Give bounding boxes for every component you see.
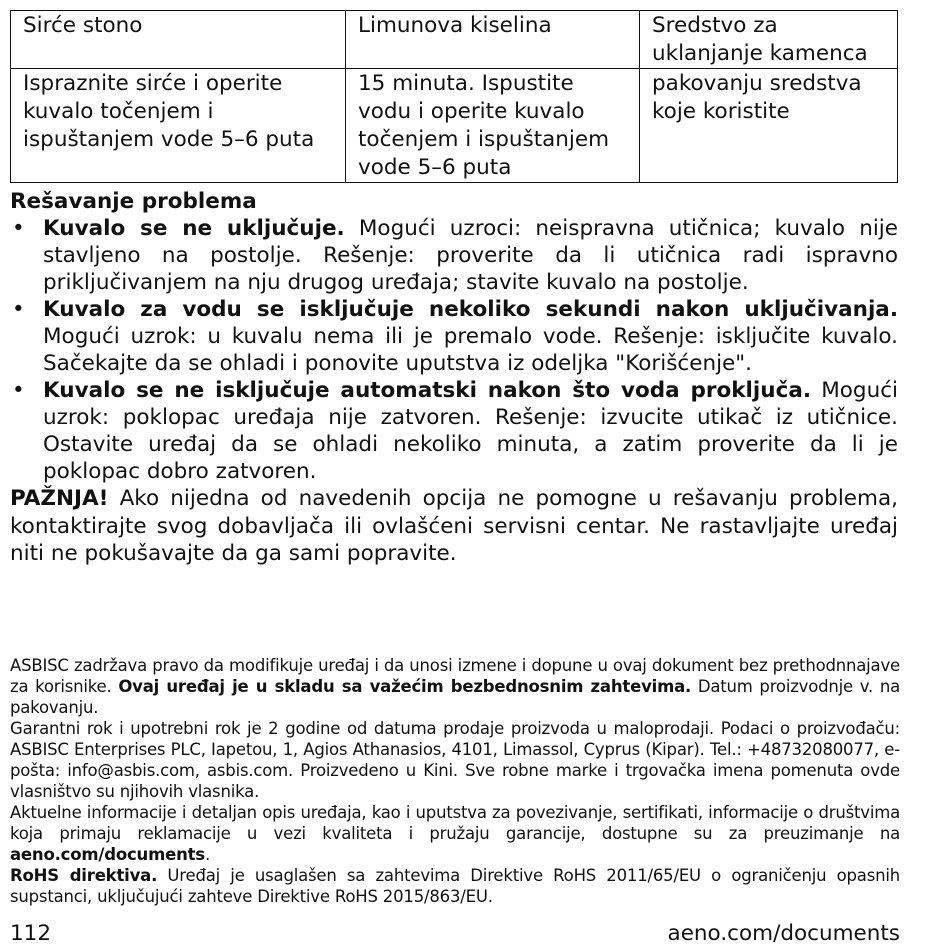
issue-text: Mogući uzroci: neispravna utičnica; kuvalo nije stavljeno na postolje. Rešenje: proverite da li utičnica radi ispravno priključivanjem na nju drugog uređaja; stavite kuvalo na postolje. (43, 216, 898, 295)
warning-text: Ako nijedna od navedenih opcija ne pomogne u rešavanju problema, kontaktirajte svog dobavljača ili ovlašćeni servisni centar. Ne rastavljajte uređaj niti ne pokušavajte da ga sami popravite. (10, 486, 898, 566)
issue-text: Mogući uzrok: poklopac uređaja nije zatvoren. Rešenje: izvucite utikač iz utičnice. Ostavite uređaj da se ohladi nekoliko minuta, a zatim proverite da li je poklopac dobro zatvoren. (43, 378, 899, 484)
footer-text: ASBISC zadržava pravo da modifikuje uređaj i da unosi izmene i dopune u ovaj dokument bez prethodnnajave za korisnike. (10, 656, 900, 696)
documents-link[interactable]: aeno.com/documents (10, 845, 205, 864)
issue-title: Kuvalo se ne uključuje. (43, 216, 345, 241)
footer-text: . (204, 845, 210, 864)
table-cell: Limunova kiselina (346, 11, 640, 69)
table-row (11, 69, 898, 183)
troubleshooting-heading: Rešavanje problema (10, 189, 257, 214)
page-number: 112 (10, 921, 52, 946)
warning-paragraph (10, 485, 898, 568)
footer-notice (10, 655, 900, 907)
bullet-icon: • (12, 216, 25, 241)
issue-title: Kuvalo za vodu se isključuje nekoliko sekundi nakon uključivanja. (43, 297, 898, 322)
table-cell: Sredstvo za uklanjanje kamenca (640, 11, 898, 69)
table-cell: 15 minuta. Ispustite vodu i operite kuvalo točenjem i ispuštanjem vode 5–6 puta (346, 69, 640, 183)
issue-title: Kuvalo se ne isključuje automatski nakon što voda proključa. (43, 378, 812, 403)
cleaning-table (10, 10, 898, 183)
table-row (11, 11, 898, 69)
footer-text: Datum proizvodnje v. na pakovanju. (10, 677, 901, 717)
warning-label: PAŽNJA! (10, 486, 109, 511)
list-item (10, 215, 898, 296)
table-cell: Sirće stono (11, 11, 346, 69)
footer-bold-text: Ovaj uređaj je u skladu sa važećim bezbednosnim zahtevima. (118, 677, 692, 696)
issue-text: Mogući uzrok: u kuvalu nema ili je premalo vode. Rešenje: isključite kuvalo. Sačekajte da se ohladi i ponovite uputstva iz odeljka "Korišćenje". (43, 324, 898, 376)
list-item (10, 296, 898, 377)
page-url: aeno.com/documents (667, 921, 900, 946)
footer-paragraph: Garantni rok i upotrebni rok je 2 godine od datuma prodaje proizvoda u maloprodaji. Podaci o proizvođaču: ASBISC Enterprises PLC, Iapetou, 1, Agios Athanasios, 4101, Limassol, Cyprus (Kipar). Tel.: +48732080077, e-pošta: info@asbis.com, asbis.com. Proizvedeno u Kini. Sve robne marke i trgovačka imena pomenuta ovde vlasništvo su njihovih vlasnika. (10, 719, 900, 801)
document-page (10, 10, 898, 568)
footer-paragraph (10, 865, 900, 907)
bullet-icon: • (12, 378, 25, 403)
table-cell: Ispraznite sirće i operite kuvalo točenjem i ispuštanjem vode 5–6 puta (11, 69, 346, 183)
troubleshooting-list (10, 215, 898, 485)
footer-bold-text: RoHS direktiva. (10, 866, 158, 885)
bullet-icon: • (12, 297, 25, 322)
list-item (10, 377, 898, 485)
footer-paragraph (10, 655, 900, 718)
footer-text: Uređaj je usaglašen sa zahtevima Direktive RoHS 2011/65/EU o ograničenju opasnih supstanci, uključujući zahteve Direktive RoHS 2015/863/EU. (10, 866, 900, 906)
footer-paragraph (10, 802, 900, 865)
table-cell: pakovanju sredstva koje koristite (640, 69, 898, 183)
footer-text: Aktuelne informacije i detaljan opis uređaja, kao i uputstva za povezivanje, sertifikati, informacije o društvima koja primaju reklamacije u vezi kvaliteta i pružaju garancije, dostupne su za preuzimanje na (10, 803, 900, 843)
